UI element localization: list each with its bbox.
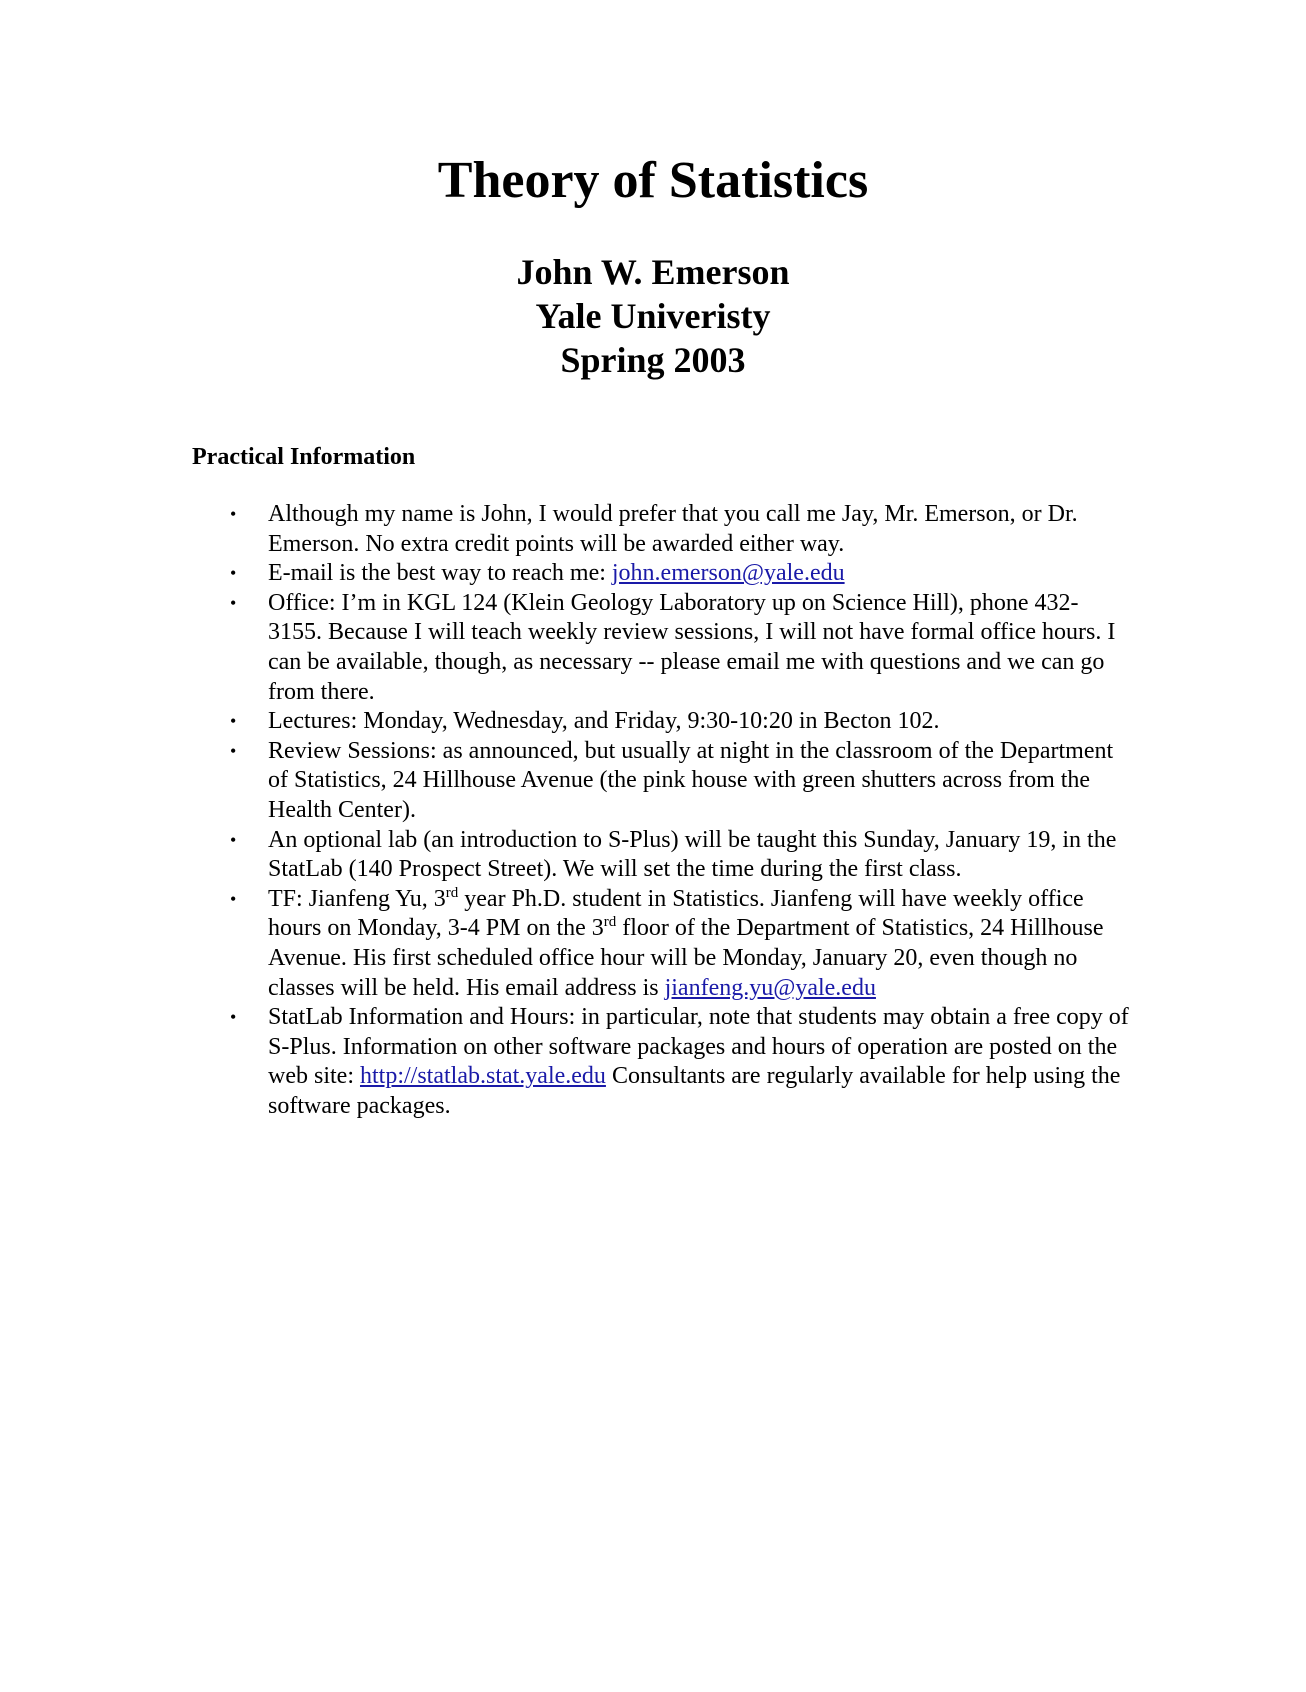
document-subtitle (0, 250, 1306, 382)
bullet-icon: • (230, 592, 237, 613)
list-item-text: E-mail is the best way to reach me: (268, 560, 612, 587)
bullet-icon: • (230, 829, 237, 850)
list-item-name (192, 500, 1132, 559)
list-item-text: Consultants are regularly available for help using the software packages. (268, 1063, 1121, 1119)
section-heading: Practical Information (192, 444, 416, 470)
ordinal-suffix: rd (445, 884, 459, 901)
list-item-text: Review Sessions: as announced, but usually at night in the classroom of the Department of Statistics, 24 Hillhouse Avenue (the pink house with green shutters across from the Health Center). (268, 737, 1114, 823)
email-link[interactable]: john.emerson@yale.edu (611, 560, 845, 587)
list-item-text: StatLab Information and Hours: in particular, note that students may obtain a free copy of S-Plus. Information on other software packages and hours of operation are posted on the web site: (268, 1004, 1129, 1090)
document-title: Theory of Statistics (437, 152, 869, 209)
list-item-review-sessions (192, 737, 1132, 826)
tf-email-link[interactable]: jianfeng.yu@yale.edu (664, 974, 876, 1001)
bullet-icon: • (230, 740, 237, 761)
list-item-text: An optional lab (an introduction to S-Plus) will be taught this Sunday, January 19, in the StatLab (140 Prospect Street). We will set the time during the first class. (268, 826, 1117, 883)
list-item-statlab (192, 1003, 1132, 1121)
bullet-icon: • (230, 563, 237, 584)
list-item-text: year Ph.D. student in Statistics. Jianfeng will have weekly office hours on Monday, 3-4 PM on the 3 (268, 885, 1084, 942)
ordinal-suffix: rd (603, 914, 617, 931)
list-item-email (192, 559, 1132, 589)
list-item-office (192, 589, 1132, 707)
author-name: John W. Emerson (516, 252, 790, 292)
list-item-text: Office: I’m in KGL 124 (Klein Geology Laboratory up on Science Hill), phone 432-3155. Because I will teach weekly review sessions, I will not have formal office hours. I can be available, though, as necessary -- please email me with questions and we can go from there. (268, 589, 1116, 705)
practical-info-list (192, 500, 1132, 1121)
list-item-lectures (192, 707, 1132, 737)
list-item-tf (192, 885, 1132, 1003)
list-item-text: Although my name is John, I would prefer that you call me Jay, Mr. Emerson, or Dr. Emerson. No extra credit points will be awarded either way. (268, 501, 1078, 557)
statlab-website-link[interactable]: http://statlab.stat.yale.edu (359, 1063, 606, 1090)
list-item-text: TF: Jianfeng Yu, 3 (268, 885, 446, 912)
bullet-icon: • (230, 1007, 237, 1028)
term-label: Spring 2003 (560, 340, 746, 380)
bullet-icon: • (230, 888, 237, 909)
list-item-lab (192, 826, 1132, 885)
list-item-text: floor of the Department of Statistics, 24 Hillhouse Avenue. His first scheduled office hour will be Monday, January 20, even though no classes will be held. His email address is (268, 915, 1104, 1001)
bullet-icon: • (230, 711, 237, 732)
institution-name: Yale Univeristy (535, 296, 771, 336)
bullet-icon: • (230, 504, 237, 524)
list-item-text: Lectures: Monday, Wednesday, and Friday, 9:30-10:20 in Becton 102. (268, 708, 940, 735)
